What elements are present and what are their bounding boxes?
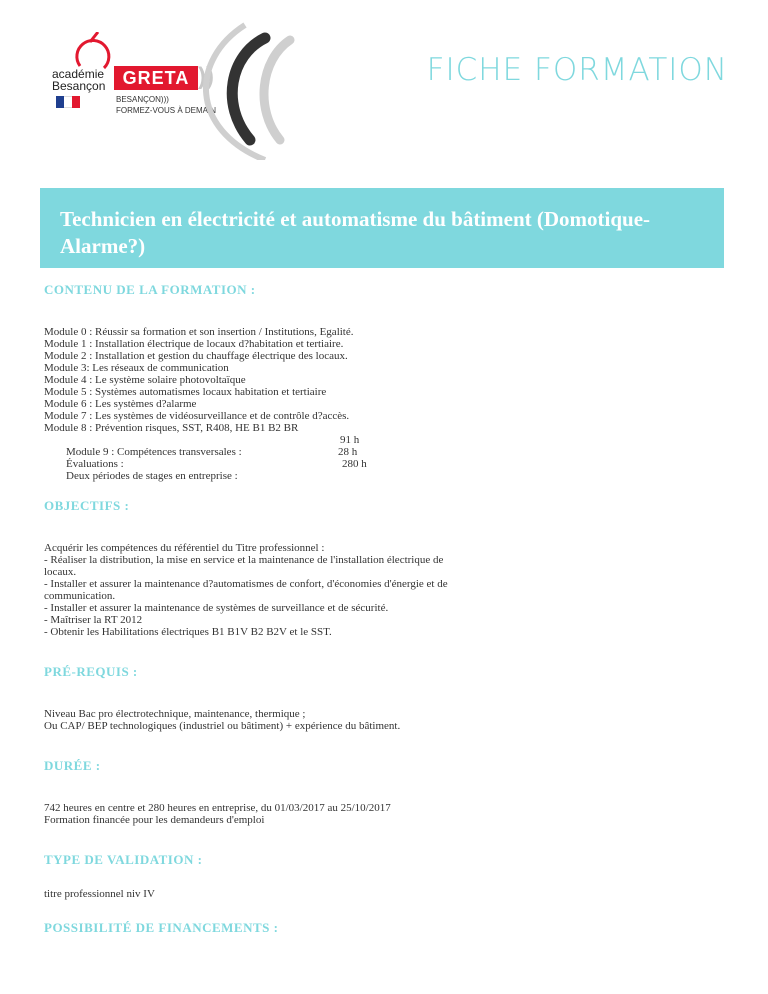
contenu-row-value: 28 h (338, 446, 358, 458)
contenu-line: Module 8 : Prévention risques, SST, R408, HE B1 B2 BR (44, 422, 299, 434)
validation-line: titre professionnel niv IV (44, 888, 155, 900)
objectifs-line: locaux. (44, 566, 77, 578)
objectifs-line: - Installer et assurer la maintenance de systèmes de surveillance et de sécurité. (44, 602, 389, 614)
academie-line-1: académie (52, 67, 105, 81)
contenu-row-value: 91 h (340, 434, 360, 446)
decorative-arcs-icon (170, 0, 370, 160)
greta-arrows-icon: )) (198, 63, 214, 90)
contenu-line: Module 0 : Réussir sa formation et son insertion / Institutions, Egalité. (44, 326, 354, 338)
objectifs-line: - Maîtriser la RT 2012 (44, 614, 143, 626)
section-title-duree: DURÉE : (44, 758, 101, 773)
prerequis-body (44, 708, 724, 732)
section-objectifs (44, 498, 724, 638)
validation-body (44, 888, 724, 900)
duree-line: Formation financée pour les demandeurs d'emploi (44, 814, 265, 826)
objectifs-line: - Réaliser la distribution, la mise en service et la maintenance de l'installation électrique de (44, 554, 444, 566)
formation-title: Technicien en électricité et automatisme du bâtiment (Domotique-Alarme?) (60, 207, 651, 258)
contenu-line: Module 7 : Les systèmes de vidéosurveillance et de contrôle d?accès. (44, 410, 350, 422)
section-title-financements: POSSIBILITÉ DE FINANCEMENTS : (44, 920, 279, 935)
contenu-row (44, 458, 724, 482)
contenu-row-label: Module 9 : Compétences transversales : (66, 446, 242, 458)
contenu-row-value: 280 h (342, 458, 367, 470)
greta-wordmark: GRETA (114, 66, 198, 90)
objectifs-body (44, 542, 724, 638)
duree-body (44, 802, 724, 826)
section-title-objectifs: OBJECTIFS : (44, 498, 130, 513)
republique-flag-icon (56, 96, 80, 108)
duree-line: 742 heures en centre et 280 heures en entreprise, du 01/03/2017 au 25/10/2017 (44, 802, 391, 814)
formation-title-banner (40, 188, 724, 268)
objectifs-line: - Obtenir les Habilitations électriques B1 B1V B2 B2V et le SST. (44, 626, 332, 638)
objectifs-line: communication. (44, 590, 116, 602)
besancon-label: BESANÇON))) (116, 95, 169, 104)
section-title-contenu: CONTENU DE LA FORMATION : (44, 282, 256, 297)
formation-content (44, 280, 724, 936)
contenu-body (44, 326, 724, 482)
prerequis-line: Ou CAP/ BEP technologiques (industriel ou bâtiment) + expérience du bâtiment. (44, 720, 401, 732)
contenu-line: Module 2 : Installation et gestion du chauffage électrique des locaux. (44, 350, 348, 362)
section-duree (44, 758, 724, 826)
contenu-line: Module 5 : Systèmes automatismes locaux habitation et tertiaire (44, 386, 327, 398)
contenu-row-label: Évaluations : (66, 458, 124, 470)
slogan-label: FORMEZ-VOUS À DEMAIN (116, 106, 217, 115)
academie-line-2: Besançon (52, 79, 106, 93)
academie-accent-mark (74, 32, 114, 72)
contenu-line: Module 1 : Installation électrique de locaux d?habitation et tertiaire. (44, 338, 344, 350)
page-header (0, 0, 768, 160)
section-contenu (44, 280, 724, 482)
section-prerequis (44, 664, 724, 732)
contenu-row-label: Deux périodes de stages en entreprise : (66, 470, 238, 482)
contenu-line: Module 3: Les réseaux de communication (44, 362, 229, 374)
section-title-validation: TYPE DE VALIDATION : (44, 852, 203, 867)
section-financements (44, 920, 724, 936)
objectifs-line: - Installer et assurer la maintenance d?automatismes de confort, d'économies d'énergie et de (44, 578, 448, 590)
academie-label (52, 68, 105, 92)
contenu-line: Module 6 : Les systèmes d?alarme (44, 398, 197, 410)
prerequis-line: Niveau Bac pro électrotechnique, maintenance, thermique ; (44, 708, 306, 720)
fiche-formation-title: FICHE FORMATION (426, 52, 728, 88)
section-title-prerequis: PRÉ-REQUIS : (44, 664, 138, 679)
section-validation (44, 852, 724, 900)
objectifs-line: Acquérir les compétences du référentiel du Titre professionnel : (44, 542, 325, 554)
contenu-line: Module 4 : Le système solaire photovoltaïque (44, 374, 246, 386)
